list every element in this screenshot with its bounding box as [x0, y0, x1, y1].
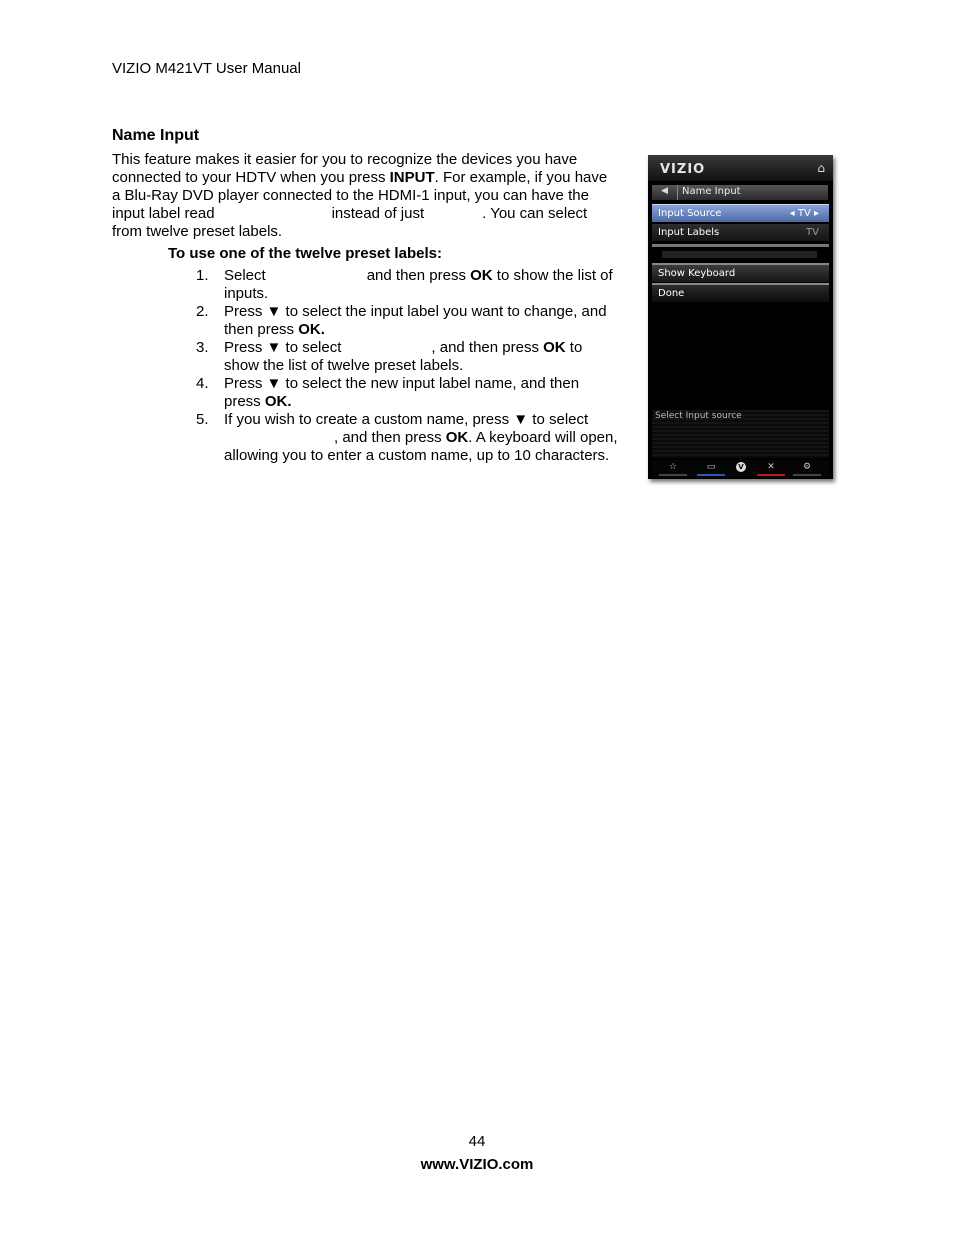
- step-item: 4. Press ▼ to select the new input label name, and then press OK.: [196, 375, 580, 410]
- done-row[interactable]: [652, 283, 829, 302]
- tv-menu-header: [648, 155, 833, 181]
- remote-button-bar: [652, 460, 829, 478]
- page-number: 44: [468, 1133, 486, 1150]
- input-source-value: ◂ TV ▸: [789, 208, 819, 219]
- vizio-logo: VIZIO: [660, 162, 706, 177]
- steps-list: [196, 267, 641, 465]
- vizio-v-icon[interactable]: V: [726, 462, 756, 472]
- section-title: Name Input: [112, 127, 200, 144]
- help-text: Select Input source: [655, 411, 742, 421]
- menu-title: Name Input: [682, 186, 741, 197]
- back-bar[interactable]: [652, 185, 828, 200]
- gear-icon[interactable]: ⚙: [792, 462, 822, 476]
- step-item: 2. Press ▼ to select the input label you want to change, and then press OK.: [196, 303, 607, 338]
- tv-menu-screenshot: [648, 155, 833, 479]
- home-icon: ⌂: [817, 161, 825, 175]
- manual-title: VIZIO M421VT User Manual: [112, 60, 301, 77]
- done-label: Done: [658, 288, 685, 299]
- input-labels-label: Input Labels: [658, 227, 720, 238]
- left-arrow-icon: ◂: [789, 208, 798, 219]
- intro-line: input label read instead of just . You can select: [112, 205, 588, 222]
- help-panel: [652, 410, 829, 458]
- input-source-label: Input Source: [658, 208, 722, 219]
- intro-line: a Blu-Ray DVD player connected to the HDMI-1 input, you can have the: [112, 187, 589, 204]
- input-source-row[interactable]: [652, 204, 829, 222]
- intro-line: connected to your HDTV when you press INPUT. For example, if you have: [112, 169, 608, 186]
- input-labels-value: TV: [806, 227, 819, 238]
- step-item: 3. Press ▼ to select , and then press OK to show the list of twelve preset labels.: [196, 339, 583, 374]
- close-icon[interactable]: ✕: [756, 462, 786, 476]
- right-arrow-icon: ▸: [810, 208, 819, 219]
- input-labels-row[interactable]: [652, 224, 829, 241]
- step-item: 5. If you wish to create a custom name, press ▼ to select , and then press OK. A keyboard will open, allowing you to enter a custom name, up to 10 characters.: [196, 411, 618, 464]
- label-text-field[interactable]: [662, 251, 817, 258]
- step-item: 1. Select and then press OK to show the list of inputs.: [196, 267, 613, 302]
- intro-line: This feature makes it easier for you to recognize the devices you have: [112, 151, 578, 168]
- intro-paragraph: [112, 151, 637, 241]
- star-icon[interactable]: ☆: [658, 462, 688, 476]
- website-url: www.VIZIO.com: [420, 1156, 534, 1173]
- show-keyboard-row[interactable]: [652, 263, 829, 282]
- back-arrow-icon: ◀: [661, 186, 668, 196]
- show-keyboard-label: Show Keyboard: [658, 268, 736, 279]
- widget-icon[interactable]: ▭: [696, 462, 726, 476]
- procedure-title: To use one of the twelve preset labels:: [168, 245, 442, 262]
- intro-line: from twelve preset labels.: [112, 223, 283, 240]
- divider: [652, 244, 829, 247]
